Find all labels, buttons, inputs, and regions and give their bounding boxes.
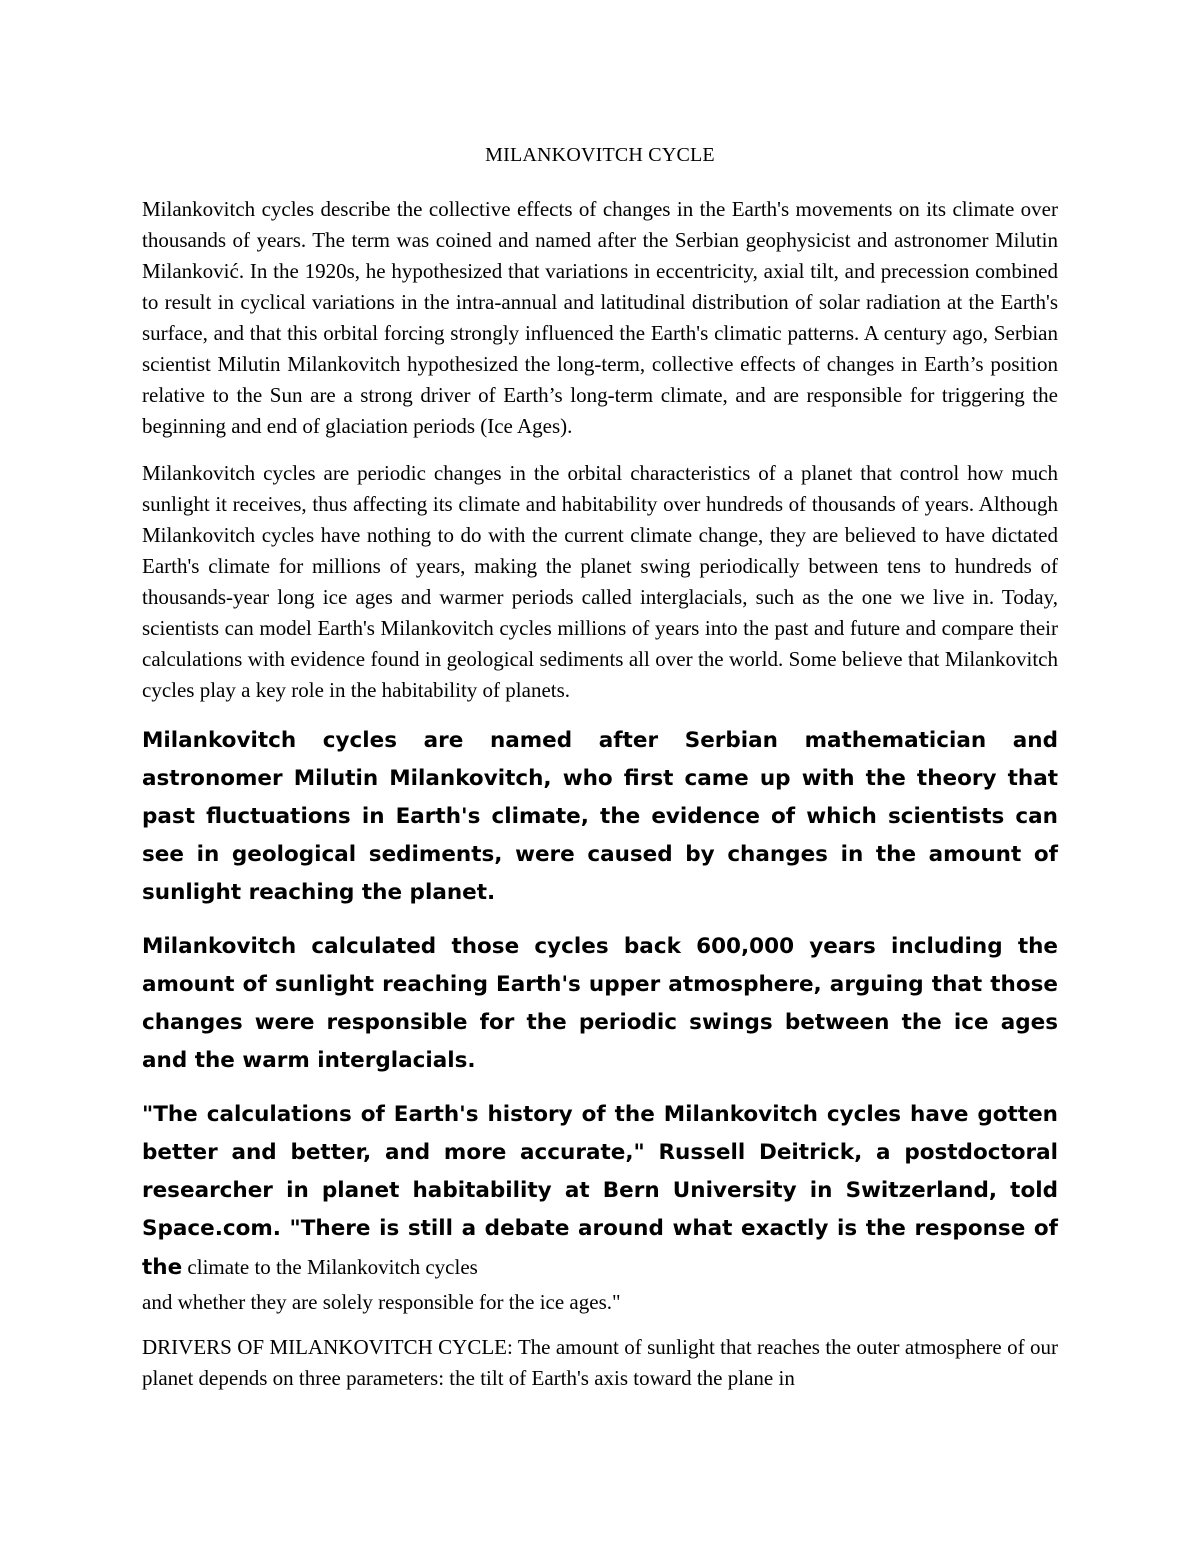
document-page — [142, 140, 1058, 1410]
paragraph-intro: Milankovitch cycles describe the collective effects of changes in the Earth's movements on its climate over thousands of years. The term was coined and named after the Serbian geophysicist and astronomer Milutin Milanković. In the 1920s, he hypothesized that variations in eccentricity, axial tilt, and precession combined to result in cyclical variations in the intra-annual and latitudinal distribution of solar radiation at the Earth's surface, and that this orbital forcing strongly influenced the Earth's climatic patterns. A century ago, Serbian scientist Milutin Milankovitch hypothesized the long-term, collective effects of changes in Earth’s position relative to the Sun are a strong driver of Earth’s long-term climate, and are responsible for triggering the beginning and end of glaciation periods (Ice Ages). — [142, 197, 1058, 438]
paragraph-calculations: Milankovitch calculated those cycles back 600,000 years including the amount of sunlight reaching Earth's upper atmosphere, arguing that those changes were responsible for the periodic swings between the ice ages and the warm interglacials. — [142, 934, 1058, 1073]
document-title: MILANKOVITCH CYCLE — [485, 144, 715, 166]
quote-normal-text-end: and whether they are solely responsible for the ice ages." — [142, 1290, 621, 1314]
quote-bold-text: "The calculations of Earth's history of the Milankovitch cycles have gotten better and better, and more accurate," Russell Deitrick, a postdoctoral researcher in planet habitability at Bern University in Switzerland, told Space.com. "There is still a debate around what exactly is the response of the — [142, 1102, 1058, 1280]
paragraph-drivers: DRIVERS OF MILANKOVITCH CYCLE: The amount of sunlight that reaches the outer atmosphere of our planet depends on three parameters: the tilt of Earth's axis toward the plane in — [142, 1335, 1058, 1390]
paragraph-periodic-changes: Milankovitch cycles are periodic changes in the orbital characteristics of a planet that control how much sunlight it receives, thus affecting its climate and habitability over hundreds of thousands of years. Although Milankovitch cycles have nothing to do with the current climate change, they are believed to have dictated Earth's climate for millions of years, making the planet swing periodically between tens to hundreds of thousands-year long ice ages and warmer periods called interglacials, such as the one we live in. Today, scientists can model Earth's Milankovitch cycles millions of years into the past and future and compare their calculations with evidence found in geological sediments all over the world. Some believe that Milankovitch cycles play a key role in the habitability of planets. — [142, 461, 1058, 702]
paragraph-named-after: Milankovitch cycles are named after Serbian mathematician and astronomer Milutin Milankovitch, who first came up with the theory that past fluctuations in Earth's climate, the evidence of which scientists can see in geological sediments, were caused by changes in the amount of sunlight reaching the planet. — [142, 728, 1058, 905]
paragraph-quote — [142, 1096, 1058, 1318]
quote-normal-text: climate to the Milankovitch cycles — [182, 1255, 478, 1279]
